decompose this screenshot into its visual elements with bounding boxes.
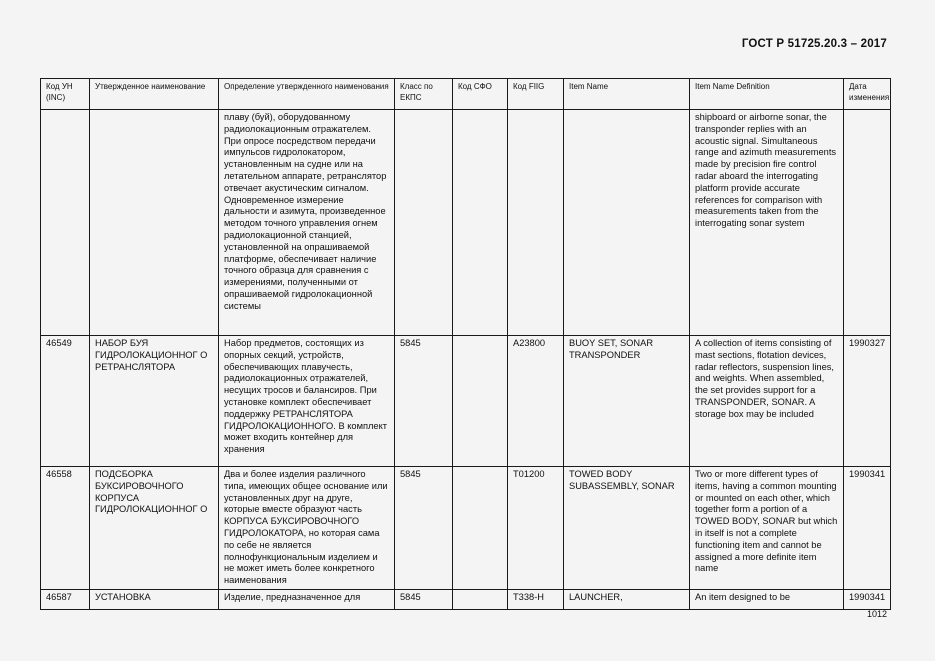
cell-date: 1990341 — [844, 589, 891, 609]
table-header-row — [41, 79, 891, 110]
col-header-item-definition: Item Name Definition — [690, 79, 844, 110]
cell-fiig — [508, 110, 564, 336]
table-row — [41, 589, 891, 609]
cell-name-ru: УСТАНОВКА — [90, 589, 219, 609]
cell-sfo — [453, 110, 508, 336]
cell-item-name: LAUNCHER, — [564, 589, 690, 609]
cell-inc: 46558 — [41, 467, 90, 590]
cell-date — [844, 110, 891, 336]
cell-item-definition: Two or more different types of items, having a common mounting or mounted on each other, which together form a portion of a TOWED BODY, SONAR but which in itself is not a complete functioning item and cannot be assigned a more definite item name — [690, 467, 844, 590]
cell-date: 1990341 — [844, 467, 891, 590]
col-header-approved-name: Утвержденное наименование — [90, 79, 219, 110]
cell-ekps: 5845 — [395, 336, 453, 467]
col-header-date: Дата изменения — [844, 79, 891, 110]
data-table — [40, 78, 891, 610]
cell-fiig: A23800 — [508, 336, 564, 467]
col-header-inc: Код УН (INC) — [41, 79, 90, 110]
cell-inc: 46587 — [41, 589, 90, 609]
cell-ekps — [395, 110, 453, 336]
cell-name-ru: ПОДСБОРКА БУКСИРОВОЧНОГО КОРПУСА ГИДРОЛОКАЦИОННОГ О — [90, 467, 219, 590]
col-header-fiig: Код FIIG — [508, 79, 564, 110]
cell-item-definition: shipboard or airborne sonar, the transponder replies with an acoustic signal. Simultaneous range and azimuth measurements made by precision fire control radar aboard the interrogating platform provide accurate references for comparison with measurements taken from the interrogating sonar system — [690, 110, 844, 336]
cell-sfo — [453, 589, 508, 609]
table-row — [41, 336, 891, 467]
cell-definition-ru: Набор предметов, состоящих из опорных секций, устройств, обеспечивающих плавучесть, радиолокационных отражателей, несущих тросов и балансиров. При установке комплект обеспечивает поддержку РЕТРАНСЛЯТОРА ГИДРОЛОКАЦИОННОГО. В комплект может входить контейнер для хранения — [219, 336, 395, 467]
cell-item-name — [564, 110, 690, 336]
col-header-item-name: Item Name — [564, 79, 690, 110]
page-number: 1012 — [866, 609, 887, 619]
cell-inc — [41, 110, 90, 336]
cell-ekps: 5845 — [395, 589, 453, 609]
cell-name-ru — [90, 110, 219, 336]
table-row — [41, 110, 891, 336]
cell-sfo — [453, 336, 508, 467]
cell-item-name: TOWED BODY SUBASSEMBLY, SONAR — [564, 467, 690, 590]
cell-definition-ru: Два и более изделия различного типа, имеющих общее основание или установленных друг на друге, которые вместе образуют часть КОРПУСА БУКСИРОВОЧНОГО ГИДРОЛОКАТОРА, но которая сама по себе не является полнофункциональным изделием и не может иметь более конкретного наименования — [219, 467, 395, 590]
cell-fiig: T01200 — [508, 467, 564, 590]
col-header-ekps: Класс по ЕКПС — [395, 79, 453, 110]
col-header-definition: Определение утвержденного наименования — [219, 79, 395, 110]
cell-name-ru: НАБОР БУЯ ГИДРОЛОКАЦИОННОГ О РЕТРАНСЛЯТОРА — [90, 336, 219, 467]
cell-definition-ru: плаву (буй), оборудованному радиолокационным отражателем. При опросе посредством передачи импульсов гидролокатором, установленным на судне или на летательном аппарате, ретранслятор отвечает акустическим сигналом. Одновременное измерение дальности и азимута, произведенное методом точного управления огнем радиолокационной станцией, установленной на опрашиваемой платформе, обеспечивает наличие точного образца для сравнения с измерениями, полученными от опрашиваемой гидролокационной системы — [219, 110, 395, 336]
document-code: ГОСТ Р 51725.20.3 – 2017 — [741, 38, 887, 50]
col-header-sfo: Код СФО — [453, 79, 508, 110]
cell-inc: 46549 — [41, 336, 90, 467]
cell-fiig: T338-H — [508, 589, 564, 609]
cell-date: 1990327 — [844, 336, 891, 467]
cell-ekps: 5845 — [395, 467, 453, 590]
cell-definition-ru: Изделие, предназначенное для — [219, 589, 395, 609]
table-row — [41, 467, 891, 590]
cell-sfo — [453, 467, 508, 590]
cell-item-definition: An item designed to be — [690, 589, 844, 609]
cell-item-definition: A collection of items consisting of mast sections, flotation devices, radar reflectors, suspension lines, and weights. When assembled, the set provides support for a TRANSPONDER, SONAR. A storage box may be included — [690, 336, 844, 467]
cell-item-name: BUOY SET, SONAR TRANSPONDER — [564, 336, 690, 467]
